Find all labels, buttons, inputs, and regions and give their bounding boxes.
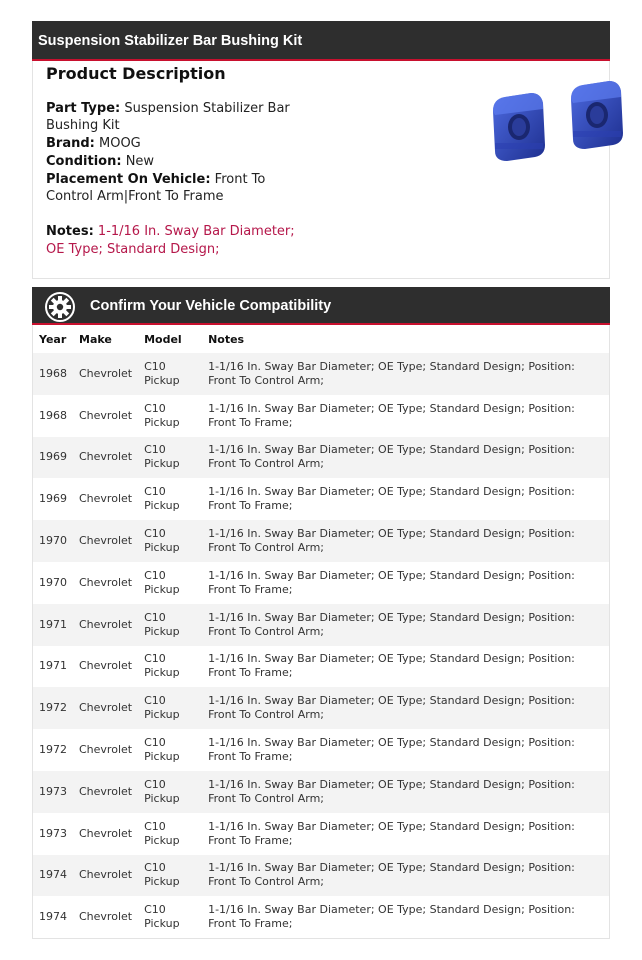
condition-value: New xyxy=(125,153,155,169)
cell-model: C10 Pickup xyxy=(144,736,180,764)
cell-year: 1974 xyxy=(33,855,73,897)
cell-notes: 1-1/16 In. Sway Bar Diameter; OE Type; Standard Design; Position: Front To Frame; xyxy=(208,652,575,680)
cell-year: 1972 xyxy=(39,743,67,757)
cell-model: C10 Pickup xyxy=(138,687,202,729)
table-row xyxy=(33,562,609,604)
table-row xyxy=(33,520,609,562)
cell-notes: 1-1/16 In. Sway Bar Diameter; OE Type; Standard Design; Position: Front To Frame; xyxy=(208,485,575,513)
placement-row xyxy=(46,171,302,206)
brand-label: Brand: xyxy=(46,136,95,152)
cell-notes: 1-1/16 In. Sway Bar Diameter; OE Type; Standard Design; Position: Front To Control Arm; xyxy=(202,855,609,897)
table-row xyxy=(33,855,609,897)
cell-notes: 1-1/16 In. Sway Bar Diameter; OE Type; Standard Design; Position: Front To Frame; xyxy=(208,736,575,764)
notes-row xyxy=(46,223,302,258)
cell-year: 1973 xyxy=(33,771,73,813)
cell-make: Chevrolet xyxy=(79,743,133,757)
cell-notes: 1-1/16 In. Sway Bar Diameter; OE Type; Standard Design; Position: Front To Control Arm; xyxy=(202,771,609,813)
compatibility-card xyxy=(32,287,610,939)
cell-make: Chevrolet xyxy=(79,492,133,506)
cell-notes: 1-1/16 In. Sway Bar Diameter; OE Type; Standard Design; Position: Front To Control Arm; xyxy=(202,520,609,562)
cell-year: 1969 xyxy=(39,492,67,506)
cell-model: C10 Pickup xyxy=(138,437,202,479)
cell-year: 1969 xyxy=(33,437,73,479)
bushing-product-image xyxy=(485,81,635,167)
cell-model: C10 Pickup xyxy=(144,903,180,931)
col-model-header: Model xyxy=(144,332,182,346)
condition-row xyxy=(46,153,302,171)
cell-year: 1970 xyxy=(39,575,67,589)
cell-year: 1968 xyxy=(39,408,67,422)
table-header-row xyxy=(33,325,609,353)
section-title: Product Description xyxy=(46,64,226,83)
brand-row xyxy=(46,135,302,153)
cell-notes: 1-1/16 In. Sway Bar Diameter; OE Type; Standard Design; Position: Front To Control Arm; xyxy=(202,437,609,479)
table-row xyxy=(33,896,609,938)
cell-notes: 1-1/16 In. Sway Bar Diameter; OE Type; Standard Design; Position: Front To Control Arm; xyxy=(202,687,609,729)
table-body xyxy=(33,353,609,938)
cell-model: C10 Pickup xyxy=(144,568,180,596)
product-description xyxy=(46,65,302,258)
cell-year: 1974 xyxy=(39,910,67,924)
cell-model: C10 Pickup xyxy=(144,652,180,680)
notes-label: Notes: xyxy=(46,223,94,239)
product-card xyxy=(32,21,610,279)
cell-make: Chevrolet xyxy=(79,408,133,422)
cell-make: Chevrolet xyxy=(79,826,133,840)
cell-notes: 1-1/16 In. Sway Bar Diameter; OE Type; Standard Design; Position: Front To Control Arm; xyxy=(202,604,609,646)
cell-model: C10 Pickup xyxy=(144,485,180,513)
cell-year: 1970 xyxy=(33,520,73,562)
notes-value: 1-1/16 In. Sway Bar Diameter; OE Type; Standard Design; xyxy=(46,223,295,257)
table-row xyxy=(33,604,609,646)
cell-year: 1973 xyxy=(39,826,67,840)
product-header-title: Suspension Stabilizer Bar Bushing Kit xyxy=(38,33,303,49)
table-row xyxy=(33,729,609,771)
cell-model: C10 Pickup xyxy=(138,520,202,562)
cell-make: Chevrolet xyxy=(73,520,138,562)
table-row xyxy=(33,813,609,855)
cell-make: Chevrolet xyxy=(73,353,138,395)
cell-model: C10 Pickup xyxy=(138,604,202,646)
col-notes-header: Notes xyxy=(208,332,245,346)
cell-make: Chevrolet xyxy=(73,855,138,897)
brand-value: MOOG xyxy=(99,136,141,152)
cell-notes: 1-1/16 In. Sway Bar Diameter; OE Type; Standard Design; Position: Front To Frame; xyxy=(208,819,575,847)
cell-year: 1968 xyxy=(33,353,73,395)
cell-make: Chevrolet xyxy=(79,575,133,589)
table-row xyxy=(33,353,609,395)
gear-icon xyxy=(45,292,75,322)
cell-model: C10 Pickup xyxy=(138,353,202,395)
product-header-bar xyxy=(32,21,610,61)
part-type-row xyxy=(46,100,302,135)
compatibility-table xyxy=(33,325,609,938)
compat-title: Confirm Your Vehicle Compatibility xyxy=(90,298,332,314)
cell-make: Chevrolet xyxy=(79,659,133,673)
table-row xyxy=(33,395,609,437)
placement-value: Front To Control Arm|Front To Frame xyxy=(46,171,266,205)
part-type-value: Suspension Stabilizer Bar Bushing Kit xyxy=(46,100,290,134)
table-row xyxy=(33,771,609,813)
table-row xyxy=(33,646,609,688)
cell-make: Chevrolet xyxy=(73,604,138,646)
cell-year: 1972 xyxy=(33,687,73,729)
cell-notes: 1-1/16 In. Sway Bar Diameter; OE Type; Standard Design; Position: Front To Frame; xyxy=(208,568,575,596)
part-type-label: Part Type: xyxy=(46,100,121,116)
col-make-header: Make xyxy=(79,332,112,346)
cell-notes: 1-1/16 In. Sway Bar Diameter; OE Type; Standard Design; Position: Front To Frame; xyxy=(208,401,575,429)
cell-model: C10 Pickup xyxy=(144,401,180,429)
cell-make: Chevrolet xyxy=(73,771,138,813)
compat-header-bar xyxy=(32,287,610,325)
cell-model: C10 Pickup xyxy=(144,819,180,847)
placement-label: Placement On Vehicle: xyxy=(46,171,211,187)
table-row xyxy=(33,437,609,479)
cell-year: 1971 xyxy=(39,659,67,673)
condition-label: Condition: xyxy=(46,153,122,169)
cell-model: C10 Pickup xyxy=(138,855,202,897)
cell-model: C10 Pickup xyxy=(138,771,202,813)
cell-make: Chevrolet xyxy=(73,437,138,479)
table-row xyxy=(33,478,609,520)
table-row xyxy=(33,687,609,729)
cell-notes: 1-1/16 In. Sway Bar Diameter; OE Type; Standard Design; Position: Front To Control Arm; xyxy=(202,353,609,395)
cell-notes: 1-1/16 In. Sway Bar Diameter; OE Type; Standard Design; Position: Front To Frame; xyxy=(208,903,575,931)
cell-year: 1971 xyxy=(33,604,73,646)
col-year-header: Year xyxy=(39,332,67,346)
cell-make: Chevrolet xyxy=(79,910,133,924)
cell-make: Chevrolet xyxy=(73,687,138,729)
